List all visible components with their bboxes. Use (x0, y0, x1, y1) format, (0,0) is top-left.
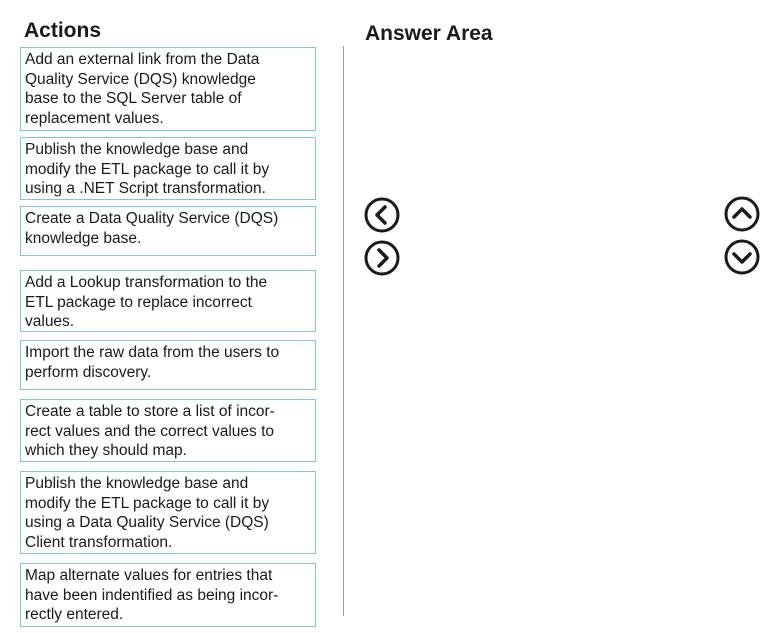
action-item[interactable]: Add an external link from the Data Quality Service (DQS) knowledge base to the SQL Server table of replacement values. (20, 47, 316, 131)
move-left-button[interactable] (364, 197, 400, 233)
action-item[interactable]: Create a table to store a list of incor- rect values and the correct values to which they should map. (20, 399, 316, 462)
action-item[interactable]: Create a Data Quality Service (DQS) knowledge base. (20, 206, 316, 256)
chevron-right-circle-icon (364, 240, 400, 276)
action-item[interactable]: Import the raw data from the users to perform discovery. (20, 340, 316, 390)
answer-area-heading: Answer Area (365, 22, 493, 45)
answer-area-dropzone[interactable] (360, 60, 710, 616)
chevron-down-circle-icon (724, 239, 760, 275)
move-right-button[interactable] (364, 240, 400, 276)
chevron-left-circle-icon (364, 197, 400, 233)
action-item[interactable]: Map alternate values for entries that have been indentified as being incor- rectly entered. (20, 563, 316, 627)
chevron-up-circle-icon (724, 196, 760, 232)
move-down-button[interactable] (724, 239, 760, 275)
action-item[interactable]: Publish the knowledge base and modify the ETL package to call it by using a .NET Script transformation. (20, 137, 316, 200)
actions-heading: Actions (24, 19, 102, 42)
action-item[interactable]: Add a Lookup transformation to the ETL package to replace incorrect values. (20, 270, 316, 332)
move-up-button[interactable] (724, 196, 760, 232)
divider (343, 46, 344, 616)
action-item[interactable]: Publish the knowledge base and modify the ETL package to call it by using a Data Quality Service (DQS) Client transformation. (20, 471, 316, 554)
